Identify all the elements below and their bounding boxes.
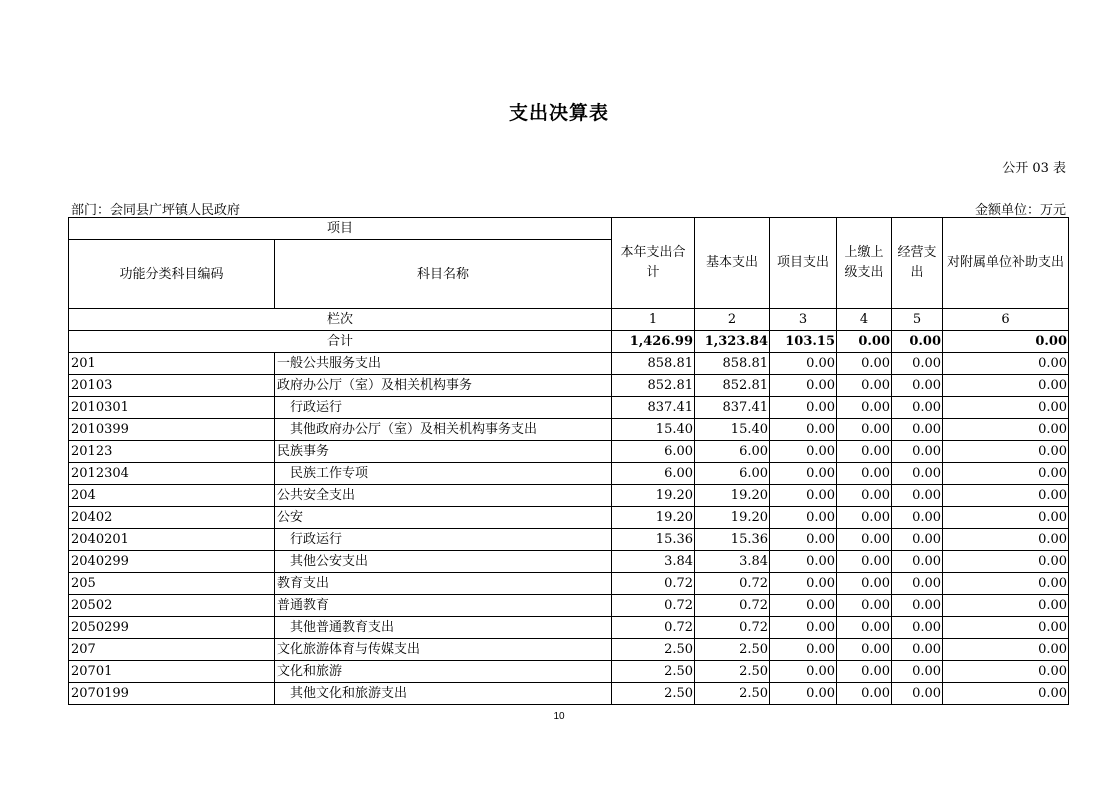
row-total: 19.20 xyxy=(612,507,695,529)
row-code: 2010399 xyxy=(69,419,275,441)
row-basic: 6.00 xyxy=(695,463,770,485)
row-subsidy: 0.00 xyxy=(943,485,1069,507)
row-code: 2070199 xyxy=(69,683,275,705)
row-name: 公共安全支出 xyxy=(275,485,612,507)
row-total: 858.81 xyxy=(612,353,695,375)
row-total: 6.00 xyxy=(612,441,695,463)
table-row xyxy=(69,375,1069,397)
row-code: 2040201 xyxy=(69,529,275,551)
row-name: 公安 xyxy=(275,507,612,529)
row-basic: 15.40 xyxy=(695,419,770,441)
table-row xyxy=(69,551,1069,573)
totals-subsidy: 0.00 xyxy=(943,331,1069,353)
totals-label: 合计 xyxy=(69,331,612,353)
row-upper: 0.00 xyxy=(837,485,892,507)
row-project-exp: 0.00 xyxy=(770,551,837,573)
row-name: 行政运行 xyxy=(275,397,612,419)
expenditure-table xyxy=(68,217,1069,705)
row-code: 20103 xyxy=(69,375,275,397)
row-code: 207 xyxy=(69,639,275,661)
column-index-4: 4 xyxy=(837,309,892,331)
table-row xyxy=(69,529,1069,551)
row-project-exp: 0.00 xyxy=(770,573,837,595)
row-basic: 19.20 xyxy=(695,485,770,507)
row-upper: 0.00 xyxy=(837,397,892,419)
row-name: 其他文化和旅游支出 xyxy=(275,683,612,705)
row-name: 文化和旅游 xyxy=(275,661,612,683)
column-index-2: 2 xyxy=(695,309,770,331)
page-title: 支出决算表 xyxy=(508,102,609,124)
row-project-exp: 0.00 xyxy=(770,397,837,419)
table-row xyxy=(69,683,1069,705)
row-code: 204 xyxy=(69,485,275,507)
table-row xyxy=(69,661,1069,683)
row-subsidy: 0.00 xyxy=(943,661,1069,683)
column-index-6: 6 xyxy=(943,309,1069,331)
row-project-exp: 0.00 xyxy=(770,419,837,441)
row-business: 0.00 xyxy=(892,683,943,705)
row-subsidy: 0.00 xyxy=(943,529,1069,551)
table-row xyxy=(69,485,1069,507)
row-code: 20502 xyxy=(69,595,275,617)
row-basic: 3.84 xyxy=(695,551,770,573)
row-code: 201 xyxy=(69,353,275,375)
totals-basic: 1,323.84 xyxy=(695,331,770,353)
table-row xyxy=(69,353,1069,375)
header-project: 项目 xyxy=(69,218,612,240)
row-basic: 19.20 xyxy=(695,507,770,529)
row-code: 2012304 xyxy=(69,463,275,485)
row-project-exp: 0.00 xyxy=(770,353,837,375)
row-upper: 0.00 xyxy=(837,419,892,441)
row-business: 0.00 xyxy=(892,419,943,441)
totals-row xyxy=(69,331,1069,353)
row-upper: 0.00 xyxy=(837,661,892,683)
totals-upper: 0.00 xyxy=(837,331,892,353)
row-code: 2050299 xyxy=(69,617,275,639)
row-project-exp: 0.00 xyxy=(770,529,837,551)
row-subsidy: 0.00 xyxy=(943,639,1069,661)
row-basic: 0.72 xyxy=(695,573,770,595)
header-basic: 基本支出 xyxy=(695,218,770,309)
table-row xyxy=(69,573,1069,595)
row-basic: 0.72 xyxy=(695,595,770,617)
column-index-1: 1 xyxy=(612,309,695,331)
row-name: 一般公共服务支出 xyxy=(275,353,612,375)
column-index-row xyxy=(69,309,1069,331)
row-upper: 0.00 xyxy=(837,375,892,397)
row-total: 0.72 xyxy=(612,573,695,595)
row-total: 0.72 xyxy=(612,617,695,639)
row-total: 837.41 xyxy=(612,397,695,419)
row-code: 20701 xyxy=(69,661,275,683)
totals-project-expense: 103.15 xyxy=(770,331,837,353)
row-upper: 0.00 xyxy=(837,595,892,617)
row-basic: 2.50 xyxy=(695,683,770,705)
row-subsidy: 0.00 xyxy=(943,397,1069,419)
totals-business: 0.00 xyxy=(892,331,943,353)
row-code: 2010301 xyxy=(69,397,275,419)
header-total: 本年支出合计 xyxy=(612,218,695,309)
row-name: 其他普通教育支出 xyxy=(275,617,612,639)
header-business: 经营支出 xyxy=(892,218,943,309)
table-row xyxy=(69,419,1069,441)
row-upper: 0.00 xyxy=(837,463,892,485)
row-business: 0.00 xyxy=(892,485,943,507)
row-total: 852.81 xyxy=(612,375,695,397)
page-number: 10 xyxy=(553,711,565,722)
row-subsidy: 0.00 xyxy=(943,419,1069,441)
row-subsidy: 0.00 xyxy=(943,617,1069,639)
row-name: 其他政府办公厅（室）及相关机构事务支出 xyxy=(275,419,612,441)
row-upper: 0.00 xyxy=(837,639,892,661)
row-total: 0.72 xyxy=(612,595,695,617)
row-basic: 2.50 xyxy=(695,639,770,661)
row-name: 普通教育 xyxy=(275,595,612,617)
row-total: 2.50 xyxy=(612,683,695,705)
row-project-exp: 0.00 xyxy=(770,683,837,705)
row-total: 2.50 xyxy=(612,639,695,661)
row-business: 0.00 xyxy=(892,617,943,639)
row-code: 205 xyxy=(69,573,275,595)
row-business: 0.00 xyxy=(892,441,943,463)
table-row xyxy=(69,639,1069,661)
row-code: 2040299 xyxy=(69,551,275,573)
row-basic: 15.36 xyxy=(695,529,770,551)
row-upper: 0.00 xyxy=(837,683,892,705)
column-index-3: 3 xyxy=(770,309,837,331)
row-subsidy: 0.00 xyxy=(943,375,1069,397)
row-basic: 6.00 xyxy=(695,441,770,463)
row-project-exp: 0.00 xyxy=(770,507,837,529)
row-subsidy: 0.00 xyxy=(943,353,1069,375)
form-code: 公开 03 表 xyxy=(1002,161,1066,176)
row-total: 2.50 xyxy=(612,661,695,683)
column-index-label: 栏次 xyxy=(69,309,612,331)
header-row-1 xyxy=(69,218,1069,240)
header-project-expense: 项目支出 xyxy=(770,218,837,309)
unit-label: 金额单位：万元 xyxy=(974,203,1066,218)
row-basic: 2.50 xyxy=(695,661,770,683)
row-subsidy: 0.00 xyxy=(943,573,1069,595)
row-business: 0.00 xyxy=(892,529,943,551)
row-project-exp: 0.00 xyxy=(770,375,837,397)
row-name: 民族事务 xyxy=(275,441,612,463)
row-total: 6.00 xyxy=(612,463,695,485)
row-project-exp: 0.00 xyxy=(770,463,837,485)
row-business: 0.00 xyxy=(892,639,943,661)
table-row xyxy=(69,595,1069,617)
table-row xyxy=(69,441,1069,463)
header-code: 功能分类科目编码 xyxy=(69,240,275,309)
row-total: 15.40 xyxy=(612,419,695,441)
row-subsidy: 0.00 xyxy=(943,683,1069,705)
column-index-5: 5 xyxy=(892,309,943,331)
row-code: 20123 xyxy=(69,441,275,463)
row-project-exp: 0.00 xyxy=(770,485,837,507)
row-name: 文化旅游体育与传媒支出 xyxy=(275,639,612,661)
row-upper: 0.00 xyxy=(837,617,892,639)
row-project-exp: 0.00 xyxy=(770,639,837,661)
row-basic: 0.72 xyxy=(695,617,770,639)
row-basic: 858.81 xyxy=(695,353,770,375)
row-upper: 0.00 xyxy=(837,551,892,573)
row-subsidy: 0.00 xyxy=(943,441,1069,463)
department-label: 部门：会同县广坪镇人民政府 xyxy=(71,203,241,218)
row-total: 15.36 xyxy=(612,529,695,551)
row-upper: 0.00 xyxy=(837,573,892,595)
table-row xyxy=(69,397,1069,419)
row-business: 0.00 xyxy=(892,573,943,595)
row-project-exp: 0.00 xyxy=(770,595,837,617)
row-project-exp: 0.00 xyxy=(770,441,837,463)
row-name: 行政运行 xyxy=(275,529,612,551)
row-total: 19.20 xyxy=(612,485,695,507)
table-row xyxy=(69,617,1069,639)
row-business: 0.00 xyxy=(892,595,943,617)
row-business: 0.00 xyxy=(892,463,943,485)
row-business: 0.00 xyxy=(892,507,943,529)
header-subsidy: 对附属单位补助支出 xyxy=(943,218,1069,309)
row-project-exp: 0.00 xyxy=(770,617,837,639)
row-subsidy: 0.00 xyxy=(943,595,1069,617)
row-total: 3.84 xyxy=(612,551,695,573)
row-subsidy: 0.00 xyxy=(943,551,1069,573)
row-business: 0.00 xyxy=(892,353,943,375)
row-upper: 0.00 xyxy=(837,507,892,529)
row-business: 0.00 xyxy=(892,661,943,683)
row-upper: 0.00 xyxy=(837,353,892,375)
row-name: 教育支出 xyxy=(275,573,612,595)
row-code: 20402 xyxy=(69,507,275,529)
header-upper: 上缴上级支出 xyxy=(837,218,892,309)
row-project-exp: 0.00 xyxy=(770,661,837,683)
totals-total: 1,426.99 xyxy=(612,331,695,353)
row-name: 其他公安支出 xyxy=(275,551,612,573)
row-upper: 0.00 xyxy=(837,529,892,551)
row-name: 民族工作专项 xyxy=(275,463,612,485)
row-subsidy: 0.00 xyxy=(943,507,1069,529)
row-name: 政府办公厅（室）及相关机构事务 xyxy=(275,375,612,397)
table-row xyxy=(69,463,1069,485)
row-basic: 852.81 xyxy=(695,375,770,397)
row-business: 0.00 xyxy=(892,397,943,419)
row-business: 0.00 xyxy=(892,375,943,397)
row-subsidy: 0.00 xyxy=(943,463,1069,485)
row-business: 0.00 xyxy=(892,551,943,573)
row-upper: 0.00 xyxy=(837,441,892,463)
header-name: 科目名称 xyxy=(275,240,612,309)
table-row xyxy=(69,507,1069,529)
row-basic: 837.41 xyxy=(695,397,770,419)
